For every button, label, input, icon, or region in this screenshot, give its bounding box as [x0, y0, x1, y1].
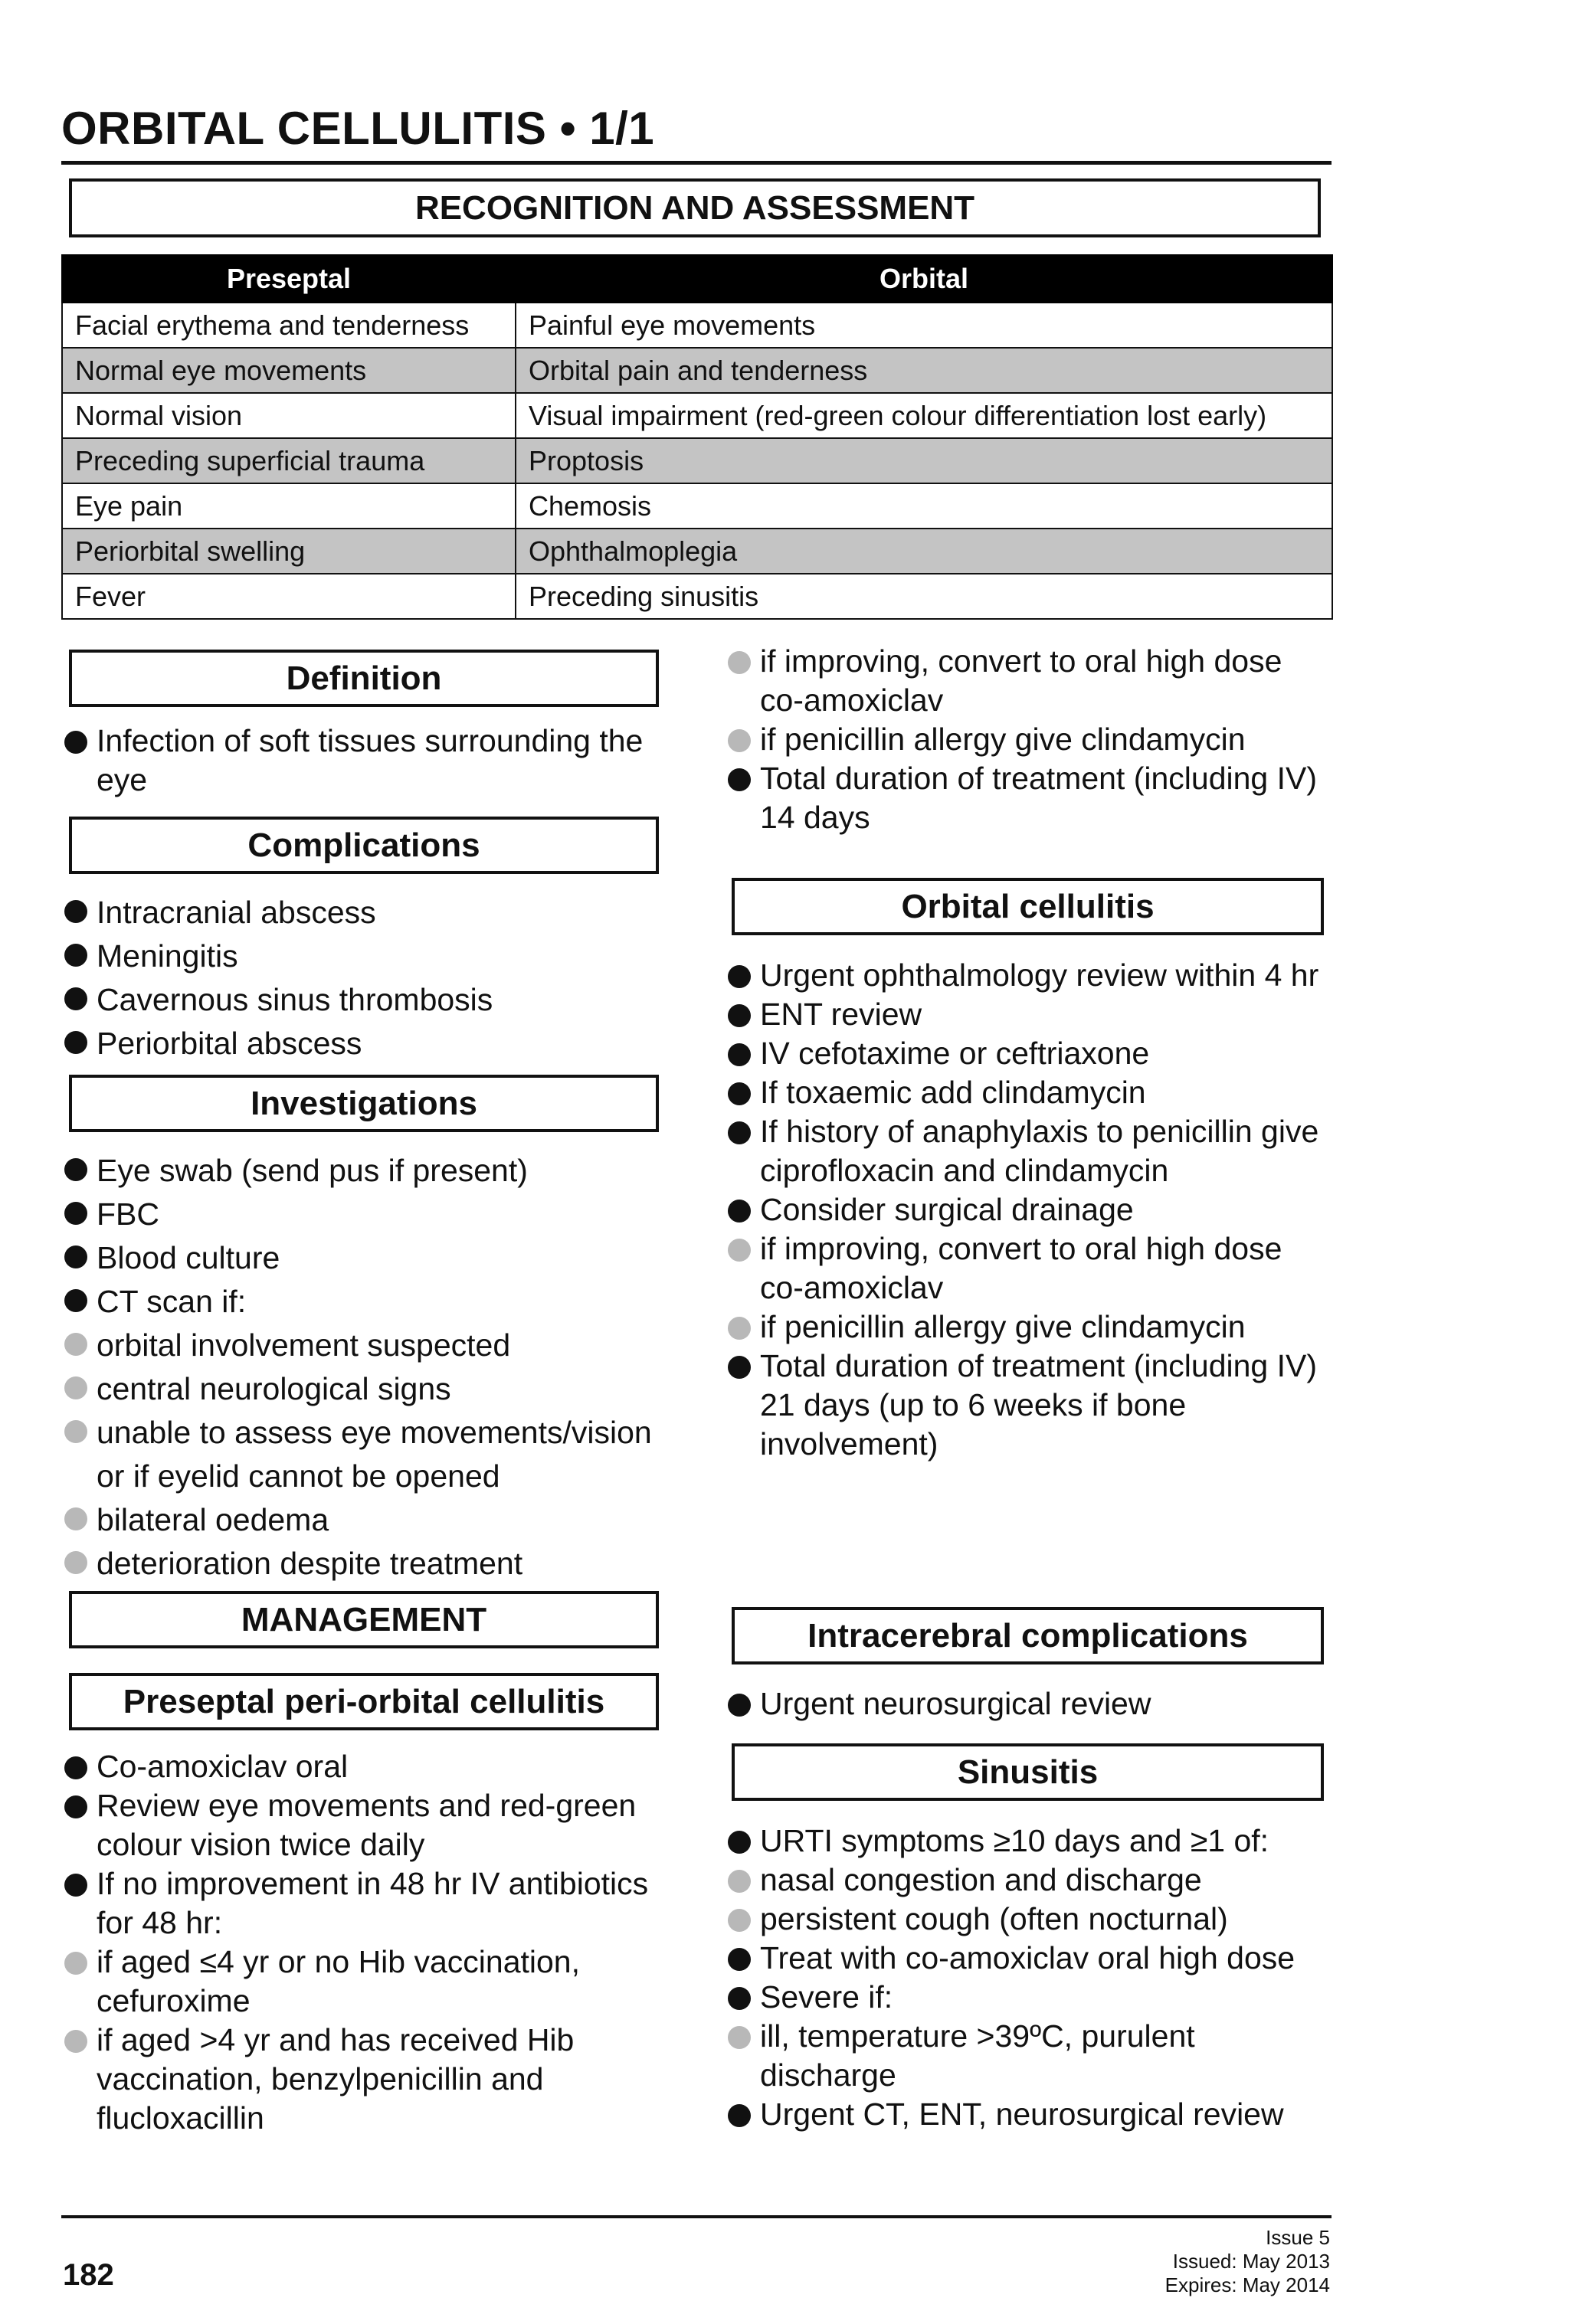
black-bullet-icon: [728, 1200, 751, 1223]
orbital-heading: Orbital cellulitis: [732, 878, 1324, 935]
list-item-text: if aged ≤4 yr or no Hib vaccination, cefuroxime: [97, 1944, 580, 2018]
black-bullet-icon: [728, 2104, 751, 2127]
black-bullet-icon: [64, 731, 87, 754]
list-item: [63, 1542, 676, 1586]
table-cell: Normal vision: [62, 393, 516, 438]
list-item-text: bilateral oedema: [97, 1502, 329, 1537]
list-item: [726, 1861, 1332, 1900]
list-item: [726, 2095, 1332, 2134]
list-item: [63, 935, 668, 978]
preseptal-continued-list: [726, 642, 1332, 837]
list-item: [726, 1034, 1332, 1073]
black-bullet-icon: [64, 1202, 87, 1225]
complications-heading: Complications: [69, 817, 659, 874]
list-item: [63, 1786, 668, 1864]
complications-list: [63, 891, 668, 1065]
recognition-heading: RECOGNITION AND ASSESSMENT: [69, 178, 1321, 237]
list-item: [63, 1943, 668, 2021]
table-cell: Preceding sinusitis: [516, 574, 1332, 619]
list-item-text: Blood culture: [97, 1240, 280, 1275]
recognition-table: [61, 254, 1333, 620]
issued-date: Issued: May 2013: [1172, 2250, 1330, 2273]
footer-rule: [61, 2215, 1332, 2218]
investigations-list: [63, 1149, 676, 1586]
intracerebral-list: [726, 1684, 1332, 1723]
list-item-text: Cavernous sinus thrombosis: [97, 982, 493, 1017]
list-item: [726, 1939, 1332, 1978]
list-item: [63, 978, 668, 1022]
column-header-orbital: Orbital: [516, 255, 1332, 303]
list-item: [63, 1411, 676, 1498]
list-item-text: IV cefotaxime or ceftriaxone: [760, 1036, 1150, 1071]
black-bullet-icon: [64, 1756, 87, 1779]
black-bullet-icon: [728, 1987, 751, 2010]
table-cell: Normal eye movements: [62, 348, 516, 393]
list-item-text: Review eye movements and red-green colour vision twice daily: [97, 1788, 637, 1862]
grey-bullet-icon: [728, 1870, 751, 1893]
sinusitis-heading: Sinusitis: [732, 1743, 1324, 1801]
table-cell: Orbital pain and tenderness: [516, 348, 1332, 393]
list-item-text: Meningitis: [97, 938, 238, 974]
list-item-text: if improving, convert to oral high dose co-amoxiclav: [760, 1231, 1282, 1305]
black-bullet-icon: [64, 987, 87, 1010]
list-item: [63, 891, 668, 935]
list-item: [726, 1190, 1332, 1229]
preseptal-list: [63, 1747, 668, 2138]
title-rule: [61, 161, 1332, 165]
list-item-text: Intracranial abscess: [97, 895, 376, 930]
list-item: [63, 2021, 668, 2138]
list-item-text: Co-amoxiclav oral: [97, 1749, 349, 1784]
table-cell: Periorbital swelling: [62, 529, 516, 574]
management-heading: MANAGEMENT: [69, 1591, 659, 1648]
list-item: [726, 1347, 1332, 1464]
list-item-text: Total duration of treatment (including IV) 14 days: [760, 761, 1317, 835]
list-item: [726, 1308, 1332, 1347]
black-bullet-icon: [728, 1694, 751, 1717]
list-item-text: unable to assess eye movements/vision or if eyelid cannot be opened: [97, 1415, 652, 1494]
list-item: [726, 642, 1332, 720]
list-item-text: nasal congestion and discharge: [760, 1862, 1202, 1897]
list-item: [726, 1073, 1332, 1112]
list-item-text: Consider surgical drainage: [760, 1192, 1134, 1227]
list-item: [63, 1864, 668, 1943]
list-item-text: if penicillin allergy give clindamycin: [760, 1309, 1246, 1344]
issue-info: [1165, 2226, 1330, 2297]
table-row: [62, 393, 1332, 438]
list-item-text: persistent cough (often nocturnal): [760, 1901, 1228, 1936]
list-item: [63, 1149, 676, 1193]
list-item: [63, 1498, 676, 1542]
grey-bullet-icon: [728, 1317, 751, 1340]
list-item: [63, 1236, 676, 1280]
list-item-text: CT scan if:: [97, 1284, 247, 1319]
black-bullet-icon: [728, 768, 751, 791]
table-cell: Visual impairment (red-green colour differentiation lost early): [516, 393, 1332, 438]
grey-bullet-icon: [64, 1333, 87, 1356]
black-bullet-icon: [728, 965, 751, 988]
table-row: [62, 348, 1332, 393]
list-item-text: Infection of soft tissues surrounding the eye: [97, 723, 644, 797]
black-bullet-icon: [64, 1245, 87, 1268]
black-bullet-icon: [728, 1948, 751, 1971]
black-bullet-icon: [728, 1043, 751, 1066]
orbital-list: [726, 956, 1332, 1464]
black-bullet-icon: [728, 1082, 751, 1105]
list-item: [63, 722, 668, 800]
table-row: [62, 529, 1332, 574]
page-title: ORBITAL CELLULITIS • 1/1: [61, 103, 655, 154]
table-cell: Proptosis: [516, 438, 1332, 483]
table-cell: Eye pain: [62, 483, 516, 529]
table-cell: Painful eye movements: [516, 303, 1332, 348]
sinusitis-list: [726, 1822, 1332, 2134]
list-item: [63, 1747, 668, 1786]
list-item-text: Treat with co-amoxiclav oral high dose: [760, 1940, 1295, 1975]
preseptal-heading: Preseptal peri-orbital cellulitis: [69, 1673, 659, 1730]
black-bullet-icon: [64, 944, 87, 967]
issue-number: Issue 5: [1266, 2226, 1330, 2249]
table-cell: Ophthalmoplegia: [516, 529, 1332, 574]
list-item: [726, 1978, 1332, 2017]
list-item-text: If no improvement in 48 hr IV antibiotics for 48 hr:: [97, 1866, 649, 1940]
list-item: [726, 1229, 1332, 1308]
list-item: [726, 995, 1332, 1034]
grey-bullet-icon: [64, 1952, 87, 1975]
list-item: [726, 2017, 1332, 2095]
grey-bullet-icon: [64, 1376, 87, 1399]
grey-bullet-icon: [64, 1551, 87, 1574]
list-item-text: Periorbital abscess: [97, 1026, 362, 1061]
investigations-heading: Investigations: [69, 1075, 659, 1132]
list-item-text: if aged >4 yr and has received Hib vaccination, benzylpenicillin and flucloxacillin: [97, 2022, 575, 2136]
black-bullet-icon: [64, 1874, 87, 1897]
list-item: [63, 1280, 676, 1324]
intracerebral-heading: Intracerebral complications: [732, 1607, 1324, 1664]
list-item: [726, 956, 1332, 995]
grey-bullet-icon: [728, 729, 751, 752]
list-item: [726, 759, 1332, 837]
grey-bullet-icon: [728, 2026, 751, 2049]
list-item: [726, 720, 1332, 759]
black-bullet-icon: [728, 1356, 751, 1379]
list-item-text: Eye swab (send pus if present): [97, 1153, 528, 1188]
grey-bullet-icon: [728, 1239, 751, 1262]
table-cell: Preceding superficial trauma: [62, 438, 516, 483]
list-item-text: ill, temperature >39ºC, purulent discharge: [760, 2018, 1195, 2093]
list-item: [726, 1900, 1332, 1939]
grey-bullet-icon: [728, 1909, 751, 1932]
list-item-text: deterioration despite treatment: [97, 1546, 523, 1581]
black-bullet-icon: [64, 1795, 87, 1818]
list-item-text: If history of anaphylaxis to penicillin give ciprofloxacin and clindamycin: [760, 1114, 1319, 1188]
expiry-date: Expires: May 2014: [1164, 2273, 1330, 2296]
table-cell: Fever: [62, 574, 516, 619]
grey-bullet-icon: [728, 651, 751, 674]
page-number: 182: [63, 2258, 114, 2292]
list-item: [63, 1324, 676, 1367]
list-item-text: Severe if:: [760, 1979, 893, 2015]
table-header-row: [62, 255, 1332, 303]
list-item-text: FBC: [97, 1196, 159, 1232]
list-item-text: Urgent CT, ENT, neurosurgical review: [760, 2097, 1284, 2132]
black-bullet-icon: [64, 1289, 87, 1312]
table-cell: Facial erythema and tenderness: [62, 303, 516, 348]
list-item-text: URTI symptoms ≥10 days and ≥1 of:: [760, 1823, 1269, 1858]
black-bullet-icon: [728, 1121, 751, 1144]
list-item-text: orbital involvement suspected: [97, 1327, 511, 1363]
grey-bullet-icon: [64, 2030, 87, 2053]
definition-list: [63, 722, 668, 800]
grey-bullet-icon: [64, 1507, 87, 1530]
list-item: [726, 1112, 1332, 1190]
table-row: [62, 438, 1332, 483]
list-item-text: if improving, convert to oral high dose co-amoxiclav: [760, 643, 1282, 718]
black-bullet-icon: [64, 1031, 87, 1054]
list-item: [63, 1367, 676, 1411]
black-bullet-icon: [728, 1831, 751, 1854]
list-item-text: Urgent ophthalmology review within 4 hr: [760, 957, 1319, 993]
definition-heading: Definition: [69, 650, 659, 707]
table-row: [62, 483, 1332, 529]
list-item-text: central neurological signs: [97, 1371, 451, 1406]
list-item-text: Total duration of treatment (including IV) 21 days (up to 6 weeks if bone involvement): [760, 1348, 1317, 1462]
table-row: [62, 303, 1332, 348]
list-item: [63, 1022, 668, 1065]
black-bullet-icon: [728, 1004, 751, 1027]
grey-bullet-icon: [64, 1420, 87, 1443]
list-item: [726, 1822, 1332, 1861]
list-item-text: Urgent neurosurgical review: [760, 1686, 1151, 1721]
table-row: [62, 574, 1332, 619]
column-header-preseptal: Preseptal: [62, 255, 516, 303]
list-item-text: If toxaemic add clindamycin: [760, 1075, 1146, 1110]
list-item-text: ENT review: [760, 997, 922, 1032]
list-item: [726, 1684, 1332, 1723]
black-bullet-icon: [64, 1158, 87, 1181]
list-item-text: if penicillin allergy give clindamycin: [760, 722, 1246, 757]
black-bullet-icon: [64, 900, 87, 923]
table-cell: Chemosis: [516, 483, 1332, 529]
list-item: [63, 1193, 676, 1236]
